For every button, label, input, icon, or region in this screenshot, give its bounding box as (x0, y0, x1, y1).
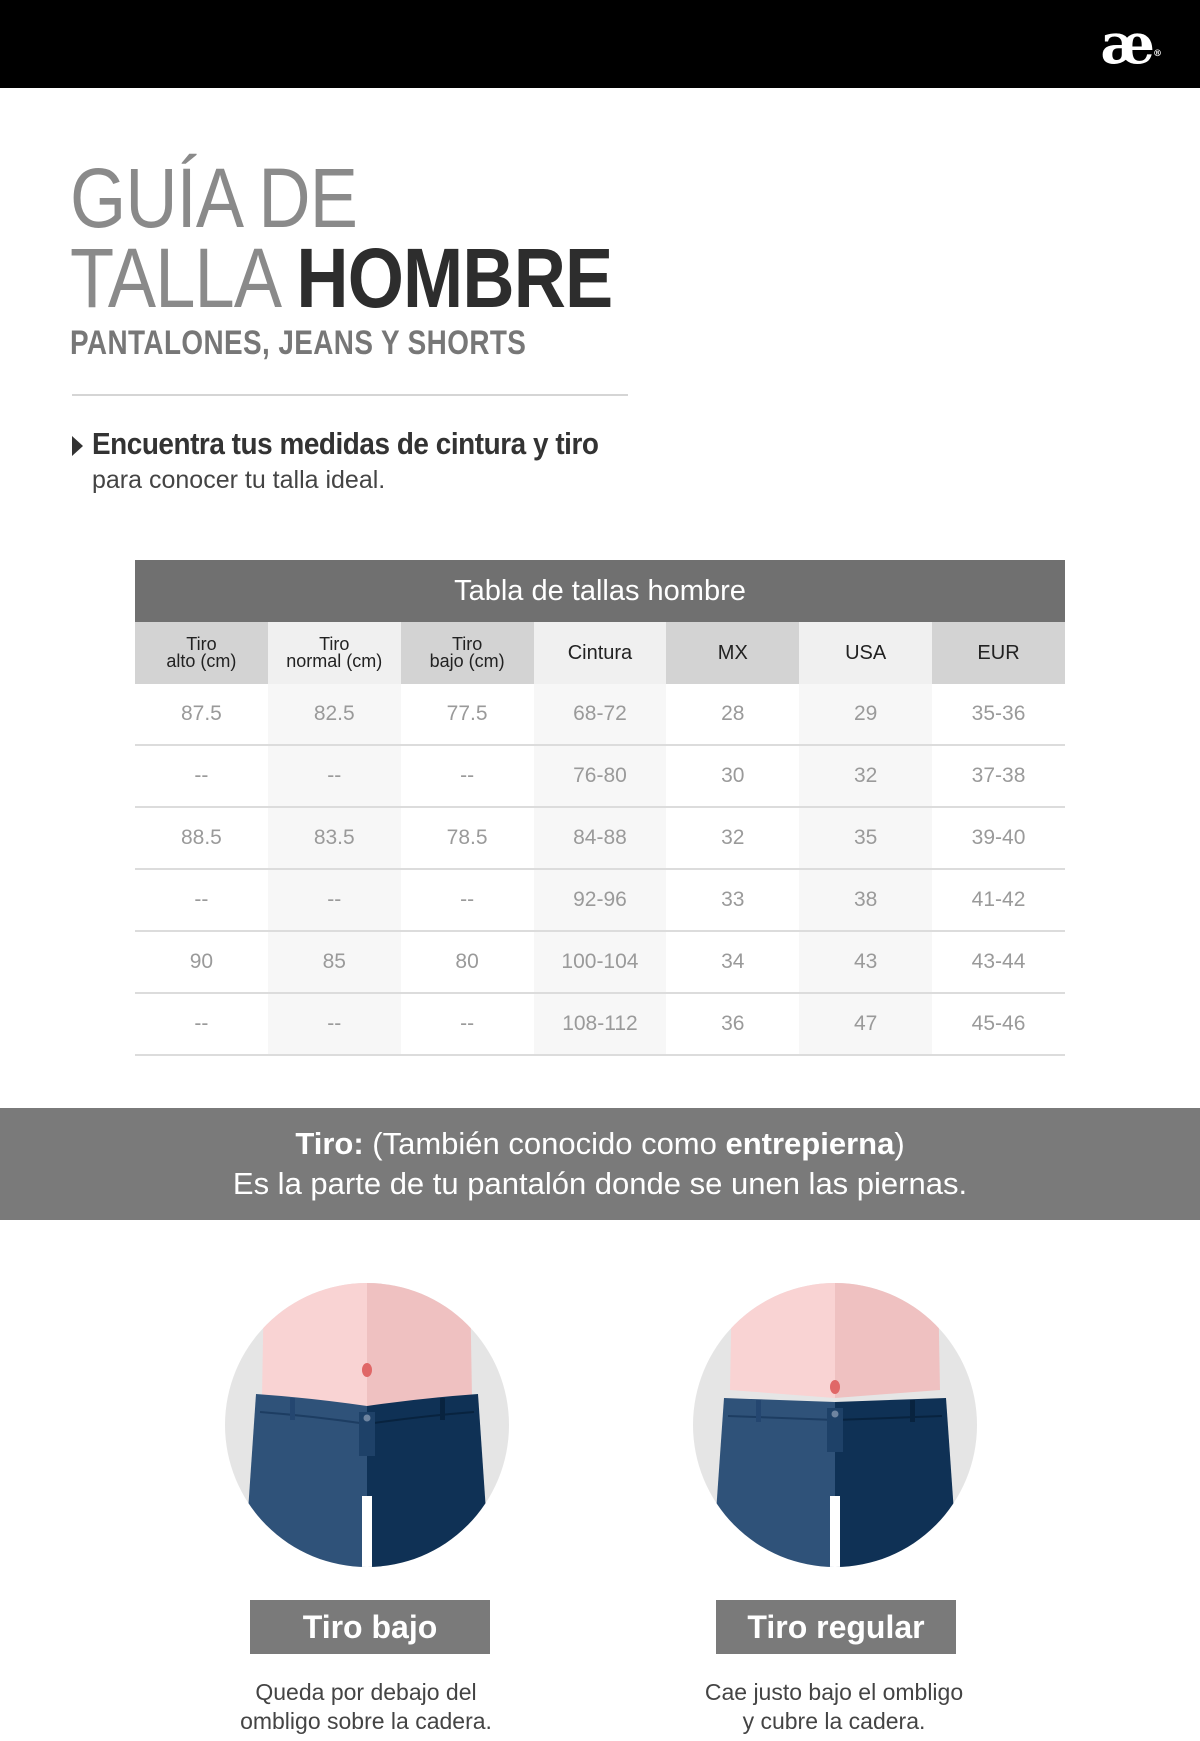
table-cell: 45-46 (932, 993, 1065, 1055)
table-cell: 39-40 (932, 807, 1065, 869)
table-cell: 92-96 (534, 869, 667, 931)
low-rise-jeans-illustration (222, 1280, 512, 1570)
table-cell: -- (268, 745, 401, 807)
table-cell: 33 (666, 869, 799, 931)
table-row (135, 869, 1065, 931)
navel-icon (362, 1363, 372, 1377)
page-title (70, 151, 701, 363)
table-cell: -- (401, 993, 534, 1055)
intro-text: para conocer tu talla ideal. (92, 466, 386, 494)
table-cell: 34 (666, 931, 799, 993)
table-cell: 100-104 (534, 931, 667, 993)
title-line-2: TALLA HOMBRE (70, 231, 613, 325)
intro-heading: Encuentra tus medidas de cintura y tiro (92, 426, 599, 461)
table-cell: 84-88 (534, 807, 667, 869)
table-cell: 80 (401, 931, 534, 993)
table-cell: 78.5 (401, 807, 534, 869)
navel-icon (830, 1380, 840, 1394)
table-cell: -- (135, 993, 268, 1055)
definition-line-1: Tiro: (También conocido como entrepierna) (295, 1126, 905, 1161)
table-cell: 36 (666, 993, 799, 1055)
low-rise-label: Tiro bajo (250, 1600, 490, 1654)
table-cell: 35-36 (932, 684, 1065, 745)
col-header-tiro-normal: Tiro normal (cm) (268, 622, 401, 684)
col-header-eur: EUR (932, 622, 1065, 684)
table-row (135, 807, 1065, 869)
divider (72, 394, 628, 396)
table-cell: 35 (799, 807, 932, 869)
table-row (135, 684, 1065, 745)
table-cell: 82.5 (268, 684, 401, 745)
col-header-mx: MX (666, 622, 799, 684)
table-cell: 43-44 (932, 931, 1065, 993)
brand-logo[interactable]: æ ® (1100, 11, 1162, 77)
table-cell: -- (135, 869, 268, 931)
table-cell: -- (401, 869, 534, 931)
col-header-cintura: Cintura (534, 622, 667, 684)
regular-rise-label: Tiro regular (716, 1600, 956, 1654)
definition-band (0, 1108, 1200, 1220)
table-cell: 43 (799, 931, 932, 993)
table-cell: 32 (666, 807, 799, 869)
size-table (135, 560, 1065, 1056)
col-header-tiro-alto: Tiro alto (cm) (135, 622, 268, 684)
low-rise-description: Queda por debajo del ombligo sobre la cadera. (240, 1679, 492, 1734)
table-cell: 90 (135, 931, 268, 993)
table-row (135, 993, 1065, 1055)
table-cell: 29 (799, 684, 932, 745)
table-cell: 85 (268, 931, 401, 993)
table-cell: 76-80 (534, 745, 667, 807)
table-cell: 38 (799, 869, 932, 931)
regular-rise-jeans-illustration (690, 1280, 980, 1570)
table-cell: 41-42 (932, 869, 1065, 931)
table-cell: 83.5 (268, 807, 401, 869)
table-cell: 88.5 (135, 807, 268, 869)
col-header-usa: USA (799, 622, 932, 684)
col-header-tiro-bajo: Tiro bajo (cm) (401, 622, 534, 684)
table-cell: -- (135, 745, 268, 807)
table-cell: 32 (799, 745, 932, 807)
regular-rise-description: Cae justo bajo el ombligo y cubre la cadera. (704, 1679, 964, 1734)
table-cell: -- (268, 869, 401, 931)
title-bold-word: HOMBRE (296, 231, 613, 325)
table-cell: -- (268, 993, 401, 1055)
table-row (135, 745, 1065, 807)
table-cell: 87.5 (135, 684, 268, 745)
table-cell: 68-72 (534, 684, 667, 745)
table-cell: 108-112 (534, 993, 667, 1055)
page-subtitle: PANTALONES, JEANS Y SHORTS (70, 324, 527, 362)
definition-line-2: Es la parte de tu pantalón donde se unen las piernas. (232, 1166, 968, 1201)
header-bar (0, 0, 1200, 88)
triangle-bullet-icon (72, 436, 83, 456)
table-cell: -- (401, 745, 534, 807)
intro-block (72, 426, 655, 495)
title-line-1: GUÍA DE (70, 151, 358, 245)
table-cell: 30 (666, 745, 799, 807)
table-row (135, 931, 1065, 993)
table-cell: 28 (666, 684, 799, 745)
table-cell: 77.5 (401, 684, 534, 745)
table-title: Tabla de tallas hombre (135, 560, 1065, 622)
table-cell: 47 (799, 993, 932, 1055)
table-cell: 37-38 (932, 745, 1065, 807)
